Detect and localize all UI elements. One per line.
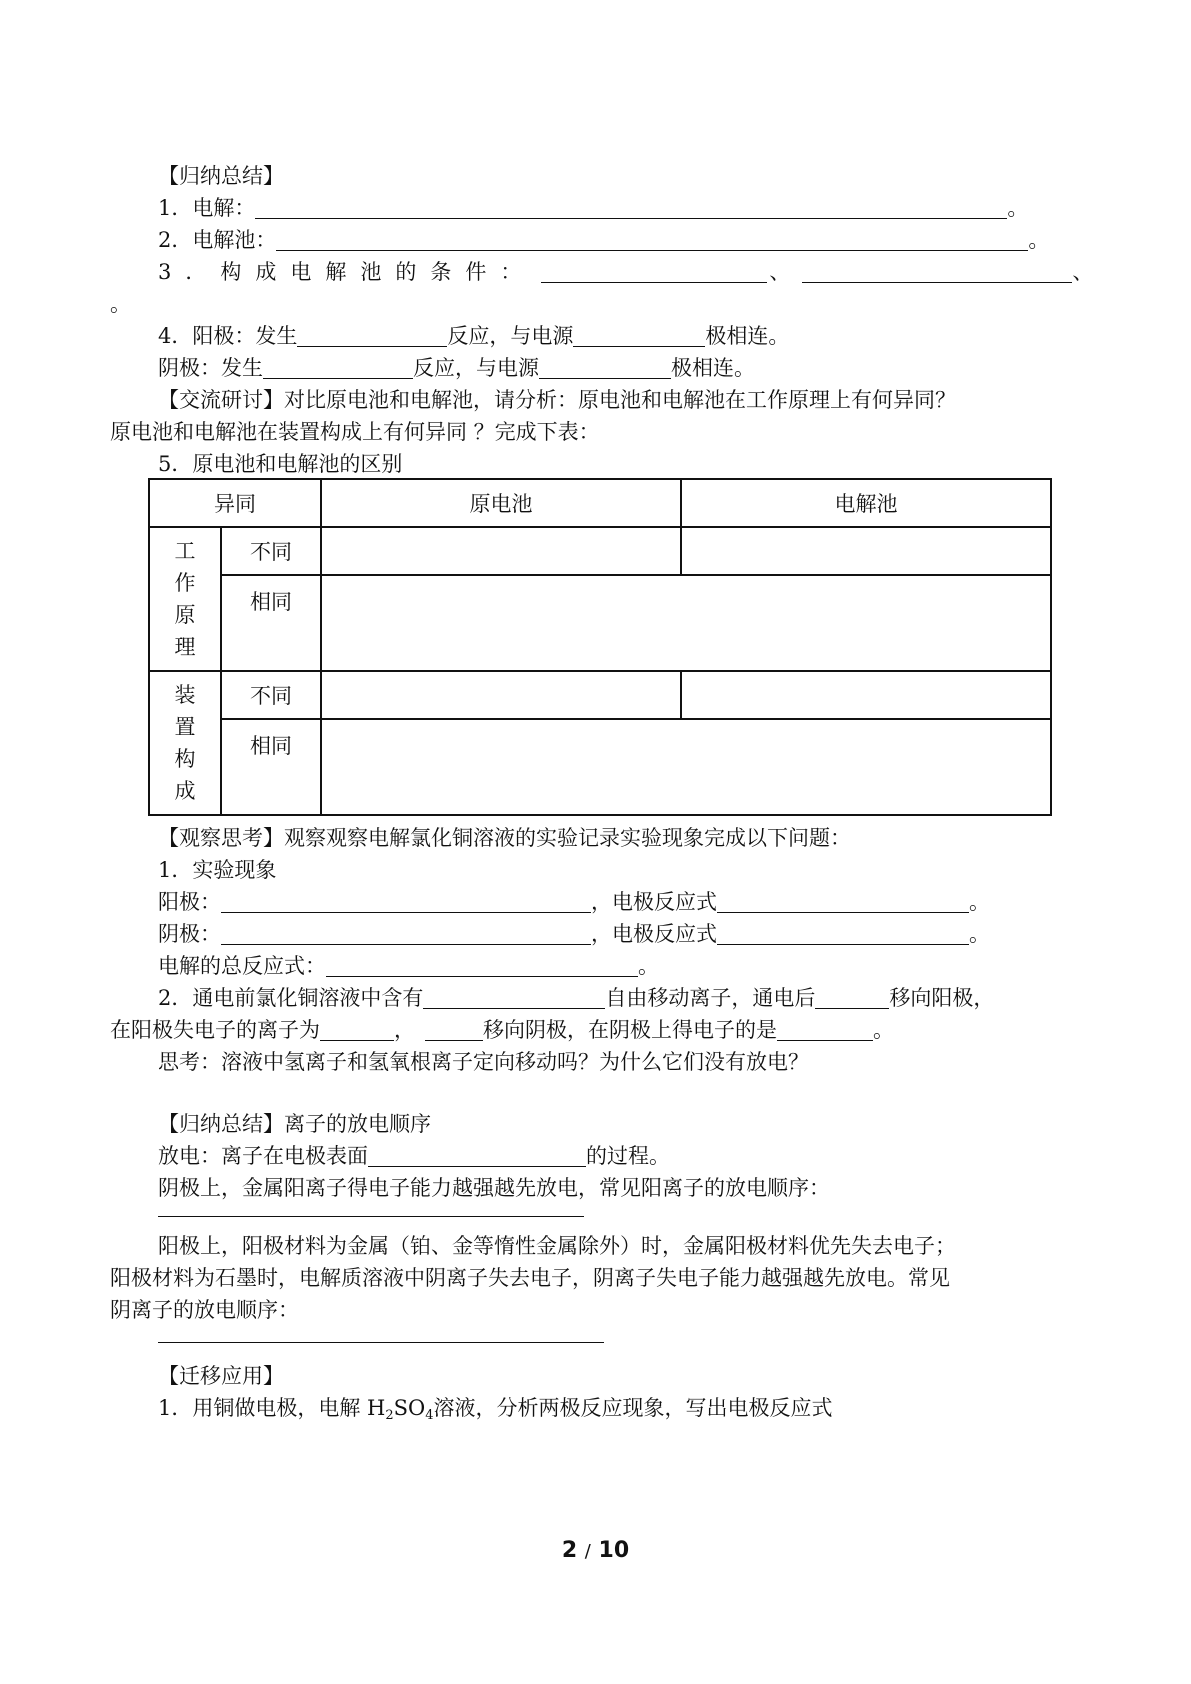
page-current: 2 [561, 1538, 578, 1563]
label-electrolytic-cell: 2．电解池： [158, 228, 277, 252]
line-cathode-order: 阴极上，金属阳离子得电子能力越强越先放电，常见阳离子的放电顺序： [158, 1176, 830, 1200]
label-total-reaction: 电解的总反应式： [158, 954, 326, 978]
blank-cathode-reaction[interactable] [263, 356, 413, 379]
period: 。 [969, 890, 990, 914]
page-separator: / [584, 1541, 591, 1562]
line-discharge-definition [158, 1142, 670, 1170]
label-anode-occurs: 4．阳极：发生 [158, 324, 298, 348]
blank-condition-1[interactable] [541, 260, 767, 283]
page-total: 10 [598, 1538, 630, 1563]
question-2-line-2 [110, 1016, 894, 1044]
blank-anode-equation[interactable] [717, 890, 969, 913]
subscript-4: 4 [425, 1408, 434, 1423]
line-cathode [158, 354, 755, 382]
line-anode-observation [158, 888, 990, 916]
blank-anode-ion[interactable] [320, 1018, 394, 1041]
section-heading-summary: 【归纳总结】 [158, 164, 284, 188]
q2-text-e: ， [394, 1018, 415, 1042]
label-cathode-occurs: 阴极：发生 [158, 356, 263, 380]
cell-principle-galvanic-difference[interactable] [321, 527, 681, 575]
blank-ions-to-cathode[interactable] [425, 1018, 483, 1041]
section-heading-application: 【迁移应用】 [158, 1364, 284, 1388]
separator: 、 [769, 260, 791, 284]
label-anode: 阳极： [158, 890, 221, 914]
header-similarity-difference: 异同 [149, 479, 321, 527]
row-label-same: 相同 [221, 719, 321, 815]
cell-device-galvanic-difference[interactable] [321, 671, 681, 719]
blank-anode-reaction[interactable] [297, 324, 447, 347]
period: 。 [969, 922, 990, 946]
section-heading-discharge-order: 【归纳总结】离子的放电顺序 [158, 1112, 431, 1136]
q1-text-a: 1．用铜做电极，电解 H [158, 1396, 386, 1420]
group-char: 原 [174, 603, 196, 627]
label-electrode-equation: ，电极反应式 [591, 922, 717, 946]
line-anode-order-1: 阳极上，阳极材料为金属（铂、金等惰性金属除外）时，金属阳极材料优先失去电子； [158, 1234, 956, 1258]
cell-device-same[interactable] [321, 719, 1051, 815]
application-question-1 [158, 1394, 833, 1430]
group-char: 构 [174, 747, 196, 771]
separator: 、 [1072, 260, 1094, 284]
blank-cathode-ion[interactable] [777, 1018, 873, 1041]
group-char: 作 [174, 571, 196, 595]
blank-condition-2[interactable] [802, 260, 1072, 283]
page-number [0, 1538, 1191, 1563]
line-cathode-observation [158, 920, 990, 948]
table-title: 5．原电池和电解池的区别 [158, 452, 403, 476]
label-electrode-equation: ，电极反应式 [591, 890, 717, 914]
period: 。 [873, 1018, 894, 1042]
q2-text-b: 自由移动离子，通电后 [605, 986, 816, 1010]
group-char: 置 [174, 715, 196, 739]
q2-text-d: 在阳极失电子的离子为 [110, 1018, 320, 1042]
group-char: 成 [174, 779, 196, 803]
discussion-line-1: 【交流研讨】对比原电池和电解池，请分析：原电池和电解池在工作原理上有何异同？ [158, 388, 956, 412]
blank-anion-order[interactable] [158, 1342, 604, 1343]
blank-ions-to-anode[interactable] [815, 986, 889, 1009]
label-discharge-end: 的过程。 [586, 1144, 670, 1168]
period: 。 [1007, 196, 1029, 220]
line-anode-order-2: 阳极材料为石墨时，电解质溶液中阴离子失去电子，阴离子失电子能力越强越先放电。常见 [110, 1266, 950, 1290]
row-label-difference: 不同 [221, 527, 321, 575]
row-label-same: 相同 [221, 575, 321, 671]
discussion-line-2: 原电池和电解池在装置构成上有何异同 ？完成下表： [110, 420, 600, 444]
header-galvanic-cell: 原电池 [321, 479, 681, 527]
line-electrolytic-cell-definition [158, 226, 1049, 254]
cell-principle-same[interactable] [321, 575, 1051, 671]
line-electrolysis-definition [158, 194, 1028, 222]
line-anode-order-3: 阴离子的放电顺序： [110, 1298, 299, 1322]
blank-anode-phenomenon[interactable] [221, 890, 591, 913]
condition-line-end: 。 [110, 292, 131, 316]
blank-electrolysis[interactable] [255, 196, 1007, 219]
cell-principle-electrolytic-difference[interactable] [681, 527, 1051, 575]
blank-cathode-phenomenon[interactable] [221, 922, 591, 945]
label-discharge: 放电：离子在电极表面 [158, 1144, 368, 1168]
label-anode-end: 极相连。 [705, 324, 790, 348]
label-anode-connect: 反应，与电源 [447, 324, 574, 348]
q2-text-c: 移向阳极， [889, 986, 995, 1010]
blank-anode-pole[interactable] [573, 324, 705, 347]
blank-discharge-process[interactable] [368, 1144, 586, 1167]
label-electrolysis: 1．电解： [158, 196, 256, 220]
label-cathode: 阴极： [158, 922, 221, 946]
label-cell-conditions: 3．构成电解池的条件： [158, 260, 536, 284]
cell-device-electrolytic-difference[interactable] [681, 671, 1051, 719]
q2-text-a: 2．通电前氯化铜溶液中含有 [158, 986, 424, 1010]
group-char: 工 [174, 539, 196, 563]
period: 。 [1028, 228, 1050, 252]
blank-cation-order[interactable] [158, 1216, 584, 1217]
blank-electrolytic-cell[interactable] [276, 228, 1028, 251]
header-electrolytic-cell: 电解池 [681, 479, 1051, 527]
label-cathode-end: 极相连。 [671, 356, 755, 380]
observe-phenomena-title: 1．实验现象 [158, 858, 277, 882]
q2-text-f: 移向阴极，在阴极上得电子的是 [483, 1018, 777, 1042]
comparison-table [148, 478, 1052, 816]
q1-text-b: 溶液，分析两极反应现象，写出电极反应式 [433, 1396, 833, 1420]
group-char: 装 [174, 683, 196, 707]
group-char: 理 [174, 635, 196, 659]
label-cathode-connect: 反应，与电源 [413, 356, 539, 380]
line-cell-conditions [158, 258, 1093, 286]
question-2-line-1 [158, 984, 994, 1012]
blank-free-ions[interactable] [423, 986, 605, 1009]
line-total-reaction [158, 952, 659, 980]
group-working-principle [149, 527, 221, 671]
think-question: 思考：溶液中氢离子和氢氧根离子定向移动吗？为什么它们没有放电？ [158, 1050, 809, 1074]
subscript-2: 2 [385, 1408, 394, 1423]
row-label-difference: 不同 [221, 671, 321, 719]
group-device-composition [149, 671, 221, 815]
line-anode [158, 322, 789, 350]
blank-cathode-equation[interactable] [717, 922, 969, 945]
period: 。 [638, 954, 659, 978]
blank-total-reaction[interactable] [326, 954, 638, 977]
observe-heading: 【观察思考】观察观察电解氯化铜溶液的实验记录实验现象完成以下问题： [158, 826, 851, 850]
q1-text-so: SO [393, 1396, 426, 1420]
blank-cathode-pole[interactable] [539, 356, 671, 379]
